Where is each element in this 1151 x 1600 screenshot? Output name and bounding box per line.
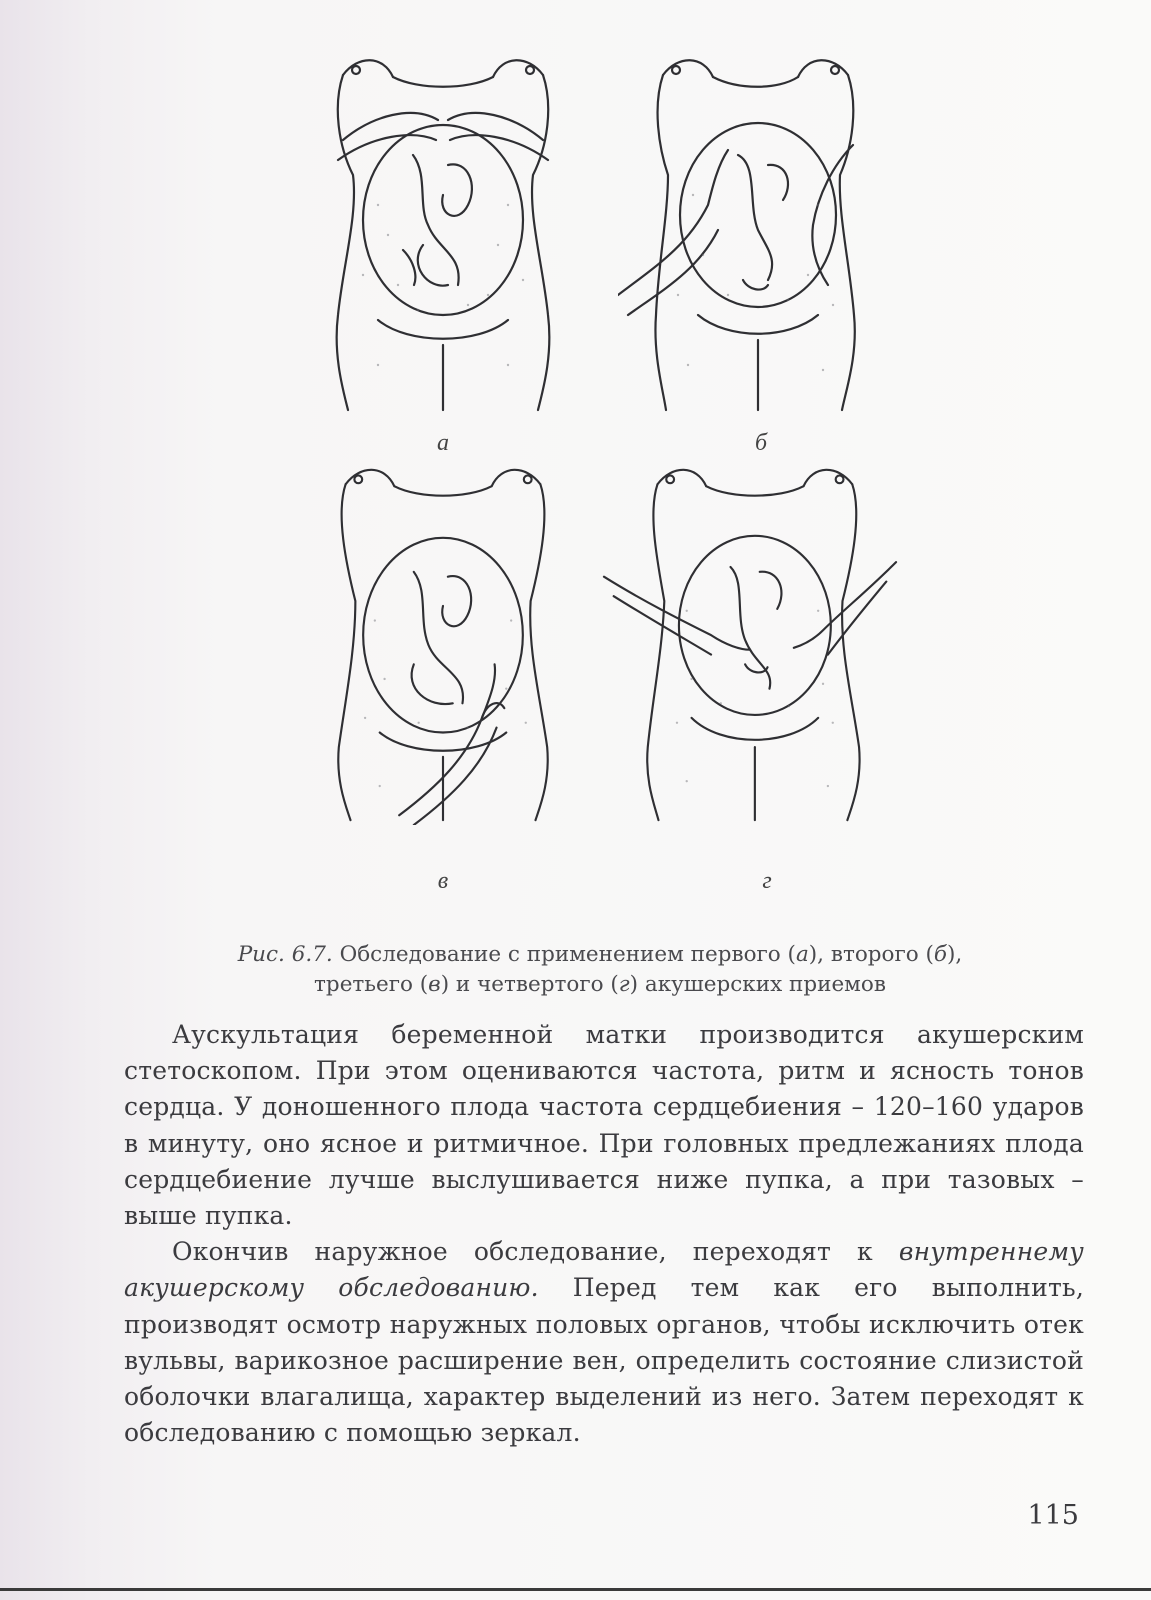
first-maneuver-drawing xyxy=(318,45,568,415)
caption-text: ), второго ( xyxy=(808,942,934,967)
caption-letter-a: а xyxy=(795,942,809,967)
caption-line-1 xyxy=(120,940,1080,970)
second-maneuver-drawing xyxy=(618,45,868,415)
page-number: 115 xyxy=(1027,1500,1079,1531)
caption-text: ), xyxy=(947,942,963,967)
bottom-border xyxy=(0,1588,1151,1591)
panel-label-b: б xyxy=(754,430,768,456)
caption-line-2 xyxy=(120,970,1080,1000)
illustration-panel-b xyxy=(618,45,868,415)
panel-label-a: а xyxy=(437,430,449,456)
body-text xyxy=(124,1017,1084,1451)
illustration-panel-a xyxy=(318,45,568,415)
illustration-panel-g xyxy=(600,455,900,825)
caption-figure-number: Рис. 6.7. xyxy=(237,942,333,967)
paragraph-auscultation: Аускультация беременной матки производится акушерским стетоскопом. При этом оцениваются частота, ритм и ясность тонов сердца. У доношенного плода частота сердцебиения – 120–160 ударов в минуту, оно ясное и ритмичное. При головных предлежаниях плода сердцебиение лучше выслушивается ниже пупка, а при тазовых – выше пупка. xyxy=(124,1020,1084,1231)
fourth-maneuver-drawing xyxy=(600,455,900,825)
caption-letter-g: г xyxy=(618,972,630,997)
panel-label-g: г xyxy=(762,868,772,894)
paragraph-text: Окончив наружное обследование, переходят к xyxy=(172,1237,899,1267)
caption-letter-b: б xyxy=(933,942,948,967)
figure-caption xyxy=(120,940,1080,1000)
illustration-panel-v xyxy=(318,455,568,825)
caption-text: Обследование с применением первого ( xyxy=(332,942,796,967)
caption-letter-v: в xyxy=(428,972,441,997)
third-maneuver-drawing xyxy=(318,455,568,825)
paragraph-text: Перед тем как его выполнить, производят осмотр наружных половых органов, чтобы исключить отек вульвы, варикозное расширение вен, определить состояние слизистой оболочки влагалища, характер выделений из него. Затем переходят к обследованию с помощью зеркал. xyxy=(124,1273,1084,1448)
panel-label-v: в xyxy=(437,868,449,894)
emphasized-term: внутреннему акушерскому обследованию. xyxy=(124,1237,1084,1303)
caption-text: третьего ( xyxy=(314,972,429,997)
paragraph-internal-exam xyxy=(124,1234,1084,1451)
caption-text: ) акушерских приемов xyxy=(629,972,886,997)
caption-text: ) и четвертого ( xyxy=(440,972,619,997)
